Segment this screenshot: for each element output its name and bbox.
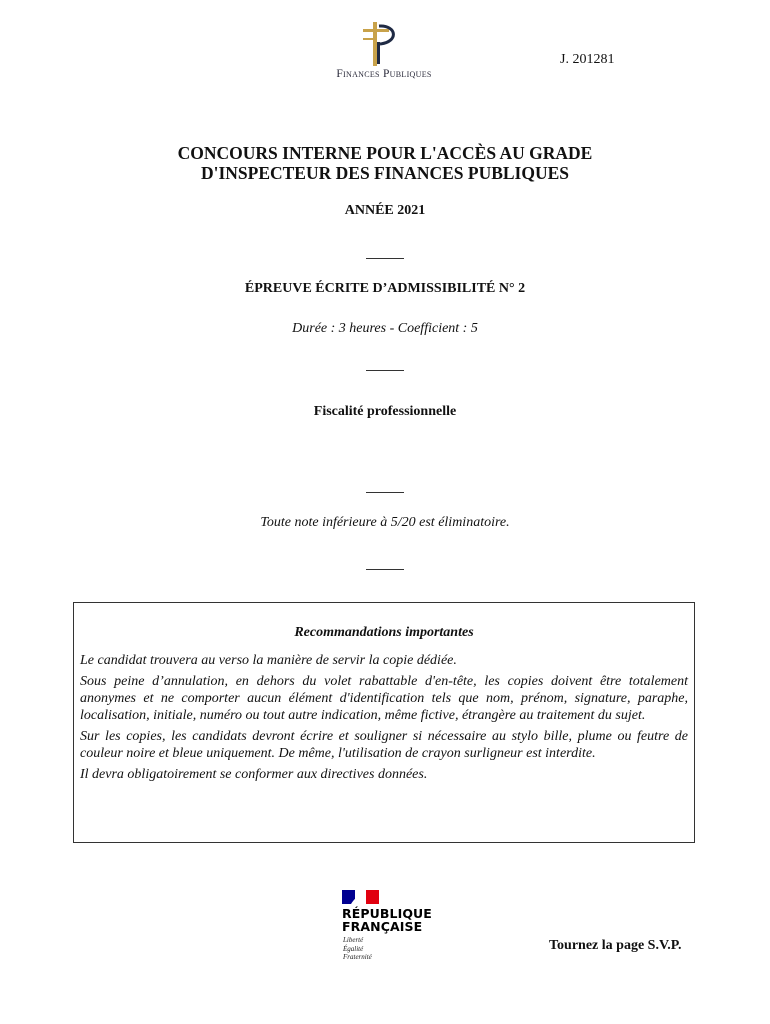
recommendation-paragraph: Le candidat trouvera au verso la manière de servir la copie dédiée. xyxy=(80,653,457,668)
exam-subject: Fiscalité professionnelle xyxy=(313,404,457,419)
exam-name: ÉPREUVE ÉCRITE D’ADMISSIBILITÉ N° 2 xyxy=(244,281,526,296)
recommendation-paragraph: Il devra obligatoirement se conformer aux directives données. xyxy=(80,767,428,782)
divider xyxy=(366,492,404,493)
finances-publiques-logo xyxy=(318,22,450,84)
finances-publiques-emblem-icon xyxy=(363,22,405,66)
recommendation-paragraph: Sous peine d’annulation, en dehors du volet rabattable d'en-tête, les copies doivent être totalement anonymes et ne comporter aucun élément d'identification tels que nom, prénom, signature, paraphe, localisation, initiale, numéro ou tout autre indication, même fictive, étrangère au traitement du sujet. xyxy=(80,674,688,723)
document-reference: J. 201281 xyxy=(560,52,615,67)
page-title xyxy=(0,143,770,183)
divider xyxy=(366,569,404,570)
divider xyxy=(366,370,404,371)
motto-liberte: Liberté xyxy=(343,936,364,944)
republic-line-2: FRANÇAISE xyxy=(342,919,423,934)
title-line-1: CONCOURS INTERNE POUR L'ACCÈS AU GRADE xyxy=(177,143,593,163)
republique-francaise-name xyxy=(342,907,432,933)
republic-motto xyxy=(343,936,372,962)
recommendation-paragraph: Sur les copies, les candidats devront écrire et souligner si nécessaire au stylo bille, plume ou feutre de couleur noire et bleue uniquement. De même, l'utilisation de crayon surligneur est interdite. xyxy=(80,729,688,761)
republique-francaise-logo xyxy=(342,890,442,962)
republic-line-1: RÉPUBLIQUE xyxy=(342,906,432,921)
recommendations-box xyxy=(73,602,695,843)
eliminatory-note: Toute note inférieure à 5/20 est éliminatoire. xyxy=(260,515,510,530)
recommendations-title: Recommandations importantes xyxy=(294,625,474,640)
title-line-2: D'INSPECTEUR DES FINANCES PUBLIQUES xyxy=(200,163,570,183)
exam-year: ANNÉE 2021 xyxy=(344,203,426,218)
motto-egalite: Égalité xyxy=(343,944,364,953)
finances-publiques-label: Finances Publiques xyxy=(336,68,432,80)
exam-duration: Durée : 3 heures - Coefficient : 5 xyxy=(292,321,478,336)
motto-fraternite: Fraternité xyxy=(343,953,372,961)
marianne-flag-icon xyxy=(342,890,379,904)
divider xyxy=(366,258,404,259)
turn-page-note: Tournez la page S.V.P. xyxy=(549,938,682,953)
